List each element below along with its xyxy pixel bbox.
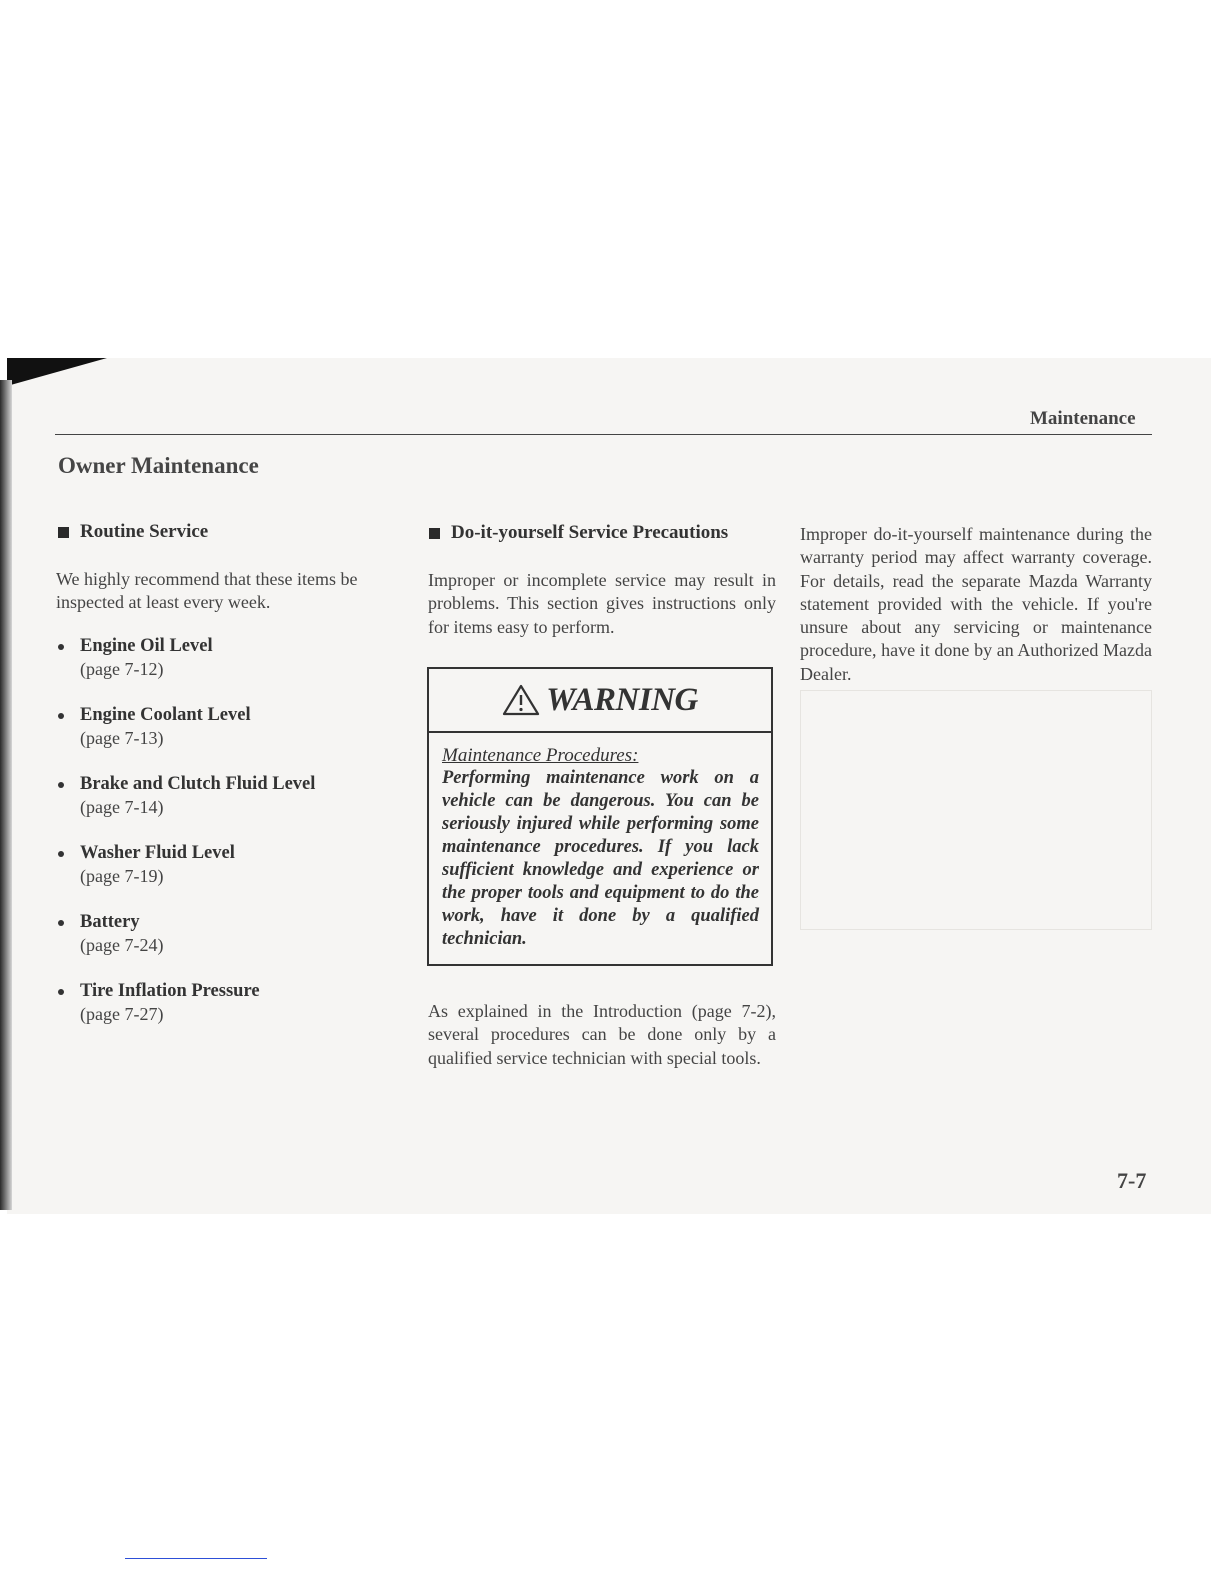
item-name: Engine Coolant Level bbox=[80, 705, 251, 725]
item-page-ref: (page 7-27) bbox=[80, 1004, 164, 1024]
bullet-icon bbox=[58, 644, 64, 650]
item-page-ref: (page 7-14) bbox=[80, 797, 164, 817]
item-name: Engine Oil Level bbox=[80, 636, 213, 656]
warning-text: Performing maintenance work on a vehicle can be dangerous. You can be seriously injured while performing some maintenance procedures. If you lack sufficient knowledge and experience or the proper tools and equipment to do the work, have it done by a qualified technician. bbox=[442, 768, 759, 949]
routine-service-heading-text: Routine Service bbox=[80, 521, 209, 542]
routine-intro: We highly recommend that these items be inspected at least every week. bbox=[56, 569, 358, 613]
list-item bbox=[56, 772, 396, 841]
qualified-technician-note: As explained in the Introduction (page 7-2), several procedures can be done only by a qualified service technician with special tools. bbox=[428, 1001, 776, 1068]
list-item bbox=[56, 910, 396, 979]
square-bullet-icon bbox=[429, 528, 440, 539]
item-page-ref: (page 7-13) bbox=[80, 728, 164, 748]
list-item bbox=[56, 841, 396, 910]
link-underline bbox=[125, 1558, 267, 1559]
item-name: Tire Inflation Pressure bbox=[80, 981, 260, 1001]
item-name: Washer Fluid Level bbox=[80, 843, 235, 863]
header-rule bbox=[55, 434, 1152, 435]
warning-box bbox=[427, 667, 773, 966]
chapter-header: Maintenance bbox=[1030, 408, 1136, 429]
inspection-list bbox=[56, 634, 396, 1048]
routine-service-heading bbox=[58, 521, 208, 543]
bullet-icon bbox=[58, 989, 64, 995]
scan-shadow-left bbox=[0, 380, 12, 1210]
list-item bbox=[56, 979, 396, 1048]
warranty-note: Improper do-it-yourself maintenance during the warranty period may affect warranty coverage. For details, read the separate Mazda Warranty statement provided with the vehicle. If you're unsure about any servicing or maintenance procedure, have it done by an Authorized Mazda Dealer. bbox=[800, 524, 1152, 684]
list-item bbox=[56, 703, 396, 772]
bullet-icon bbox=[58, 713, 64, 719]
diy-intro: Improper or incomplete service may result in problems. This section gives instructions only for items easy to perform. bbox=[428, 570, 776, 637]
bullet-icon bbox=[58, 851, 64, 857]
bullet-icon bbox=[58, 782, 64, 788]
show-through-box bbox=[800, 690, 1152, 930]
item-name: Brake and Clutch Fluid Level bbox=[80, 774, 316, 794]
warning-title: WARNING bbox=[546, 681, 698, 718]
warning-triangle-icon bbox=[502, 684, 540, 716]
item-page-ref: (page 7-24) bbox=[80, 935, 164, 955]
section-title: Owner Maintenance bbox=[58, 453, 259, 478]
square-bullet-icon bbox=[58, 527, 69, 538]
diy-heading bbox=[429, 522, 728, 544]
list-item bbox=[56, 634, 396, 703]
item-page-ref: (page 7-12) bbox=[80, 659, 164, 679]
warning-body bbox=[429, 733, 771, 951]
item-page-ref: (page 7-19) bbox=[80, 866, 164, 886]
warning-header bbox=[429, 669, 771, 733]
page-number: 7-7 bbox=[1117, 1168, 1147, 1193]
diy-heading-text: Do-it-yourself Service Precautions bbox=[451, 522, 729, 543]
bullet-icon bbox=[58, 920, 64, 926]
warning-subtitle: Maintenance Procedures: bbox=[442, 745, 639, 766]
item-name: Battery bbox=[80, 912, 140, 932]
